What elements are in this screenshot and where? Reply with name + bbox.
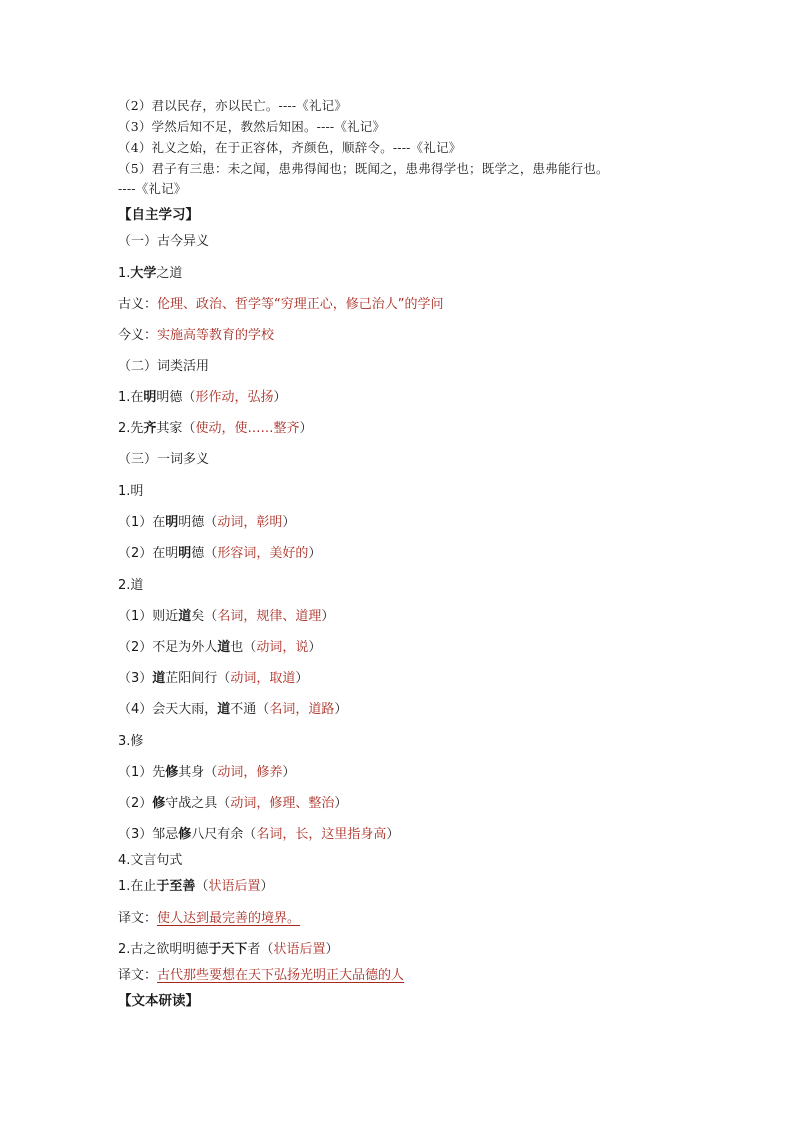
list-item: 2.古之欲明明德于天下者（状语后置） (118, 942, 339, 957)
list-item: 1.在明明德（形作动，弘扬） (118, 390, 287, 405)
subheading-ancient-modern: （一）古今异义 (118, 234, 210, 249)
list-item: （2）在明明德（形容词，美好的） (118, 546, 322, 561)
word-head-ming: 1.明 (118, 484, 144, 499)
section-heading-text-study: 【文本研读】 (118, 993, 199, 1009)
list-item: （2）修守战之具（动词，修理、整治） (118, 796, 348, 811)
word-head-xiu: 3.修 (118, 734, 144, 749)
quote-line: （4）礼义之始，在于正容体，齐颜色，顺辞令。----《礼记》 (118, 140, 462, 155)
list-item: （4）会天大雨，道不通（名词，道路） (118, 702, 348, 717)
modern-meaning: 今义：实施高等教育的学校 (118, 328, 275, 343)
list-item: 2.先齐其家（使动，使……整齐） (118, 421, 313, 436)
translation: 译文：使人达到最完善的境界。 (118, 911, 301, 926)
subheading-sentence-patterns: 4.文言句式 (118, 853, 183, 868)
list-item: （1）先修其身（动词，修养） (118, 765, 296, 780)
list-item: （3）道芷阳间行（动词，取道） (118, 671, 309, 686)
ancient-meaning: 古义：伦理、政治、哲学等“穷理正心，修己治人”的学问 (118, 297, 444, 312)
translation: 译文：古代那些要想在天下弘扬光明正大品德的人 (118, 968, 405, 983)
subheading-word-class: （二）词类活用 (118, 359, 210, 374)
section-heading-self-study: 【自主学习】 (118, 207, 199, 223)
list-item: （1）在明明德（动词，彰明） (118, 515, 296, 530)
quote-line: （5）君子有三患：未之闻，患弗得闻也；既闻之，患弗得学也；既学之，患弗能行也。 (118, 161, 609, 176)
list-item: （1）则近道矣（名词，规律、道理） (118, 609, 335, 624)
list-item: （3）邹忌修八尺有余（名词，长，这里指身高） (118, 827, 400, 842)
list-item: （2）不足为外人道也（动词，说） (118, 640, 322, 655)
quote-line: （2）君以民存，亦以民亡。----《礼记》 (118, 98, 348, 113)
list-item: 1.在止于至善（状语后置） (118, 879, 274, 894)
subheading-polysemy: （三）一词多义 (118, 452, 210, 467)
quote-line: ----《礼记》 (118, 181, 187, 196)
quote-line: （3）学然后知不足，教然后知困。----《礼记》 (118, 119, 386, 134)
list-item: 1.大学之道 (118, 266, 183, 281)
word-head-dao: 2.道 (118, 578, 144, 593)
